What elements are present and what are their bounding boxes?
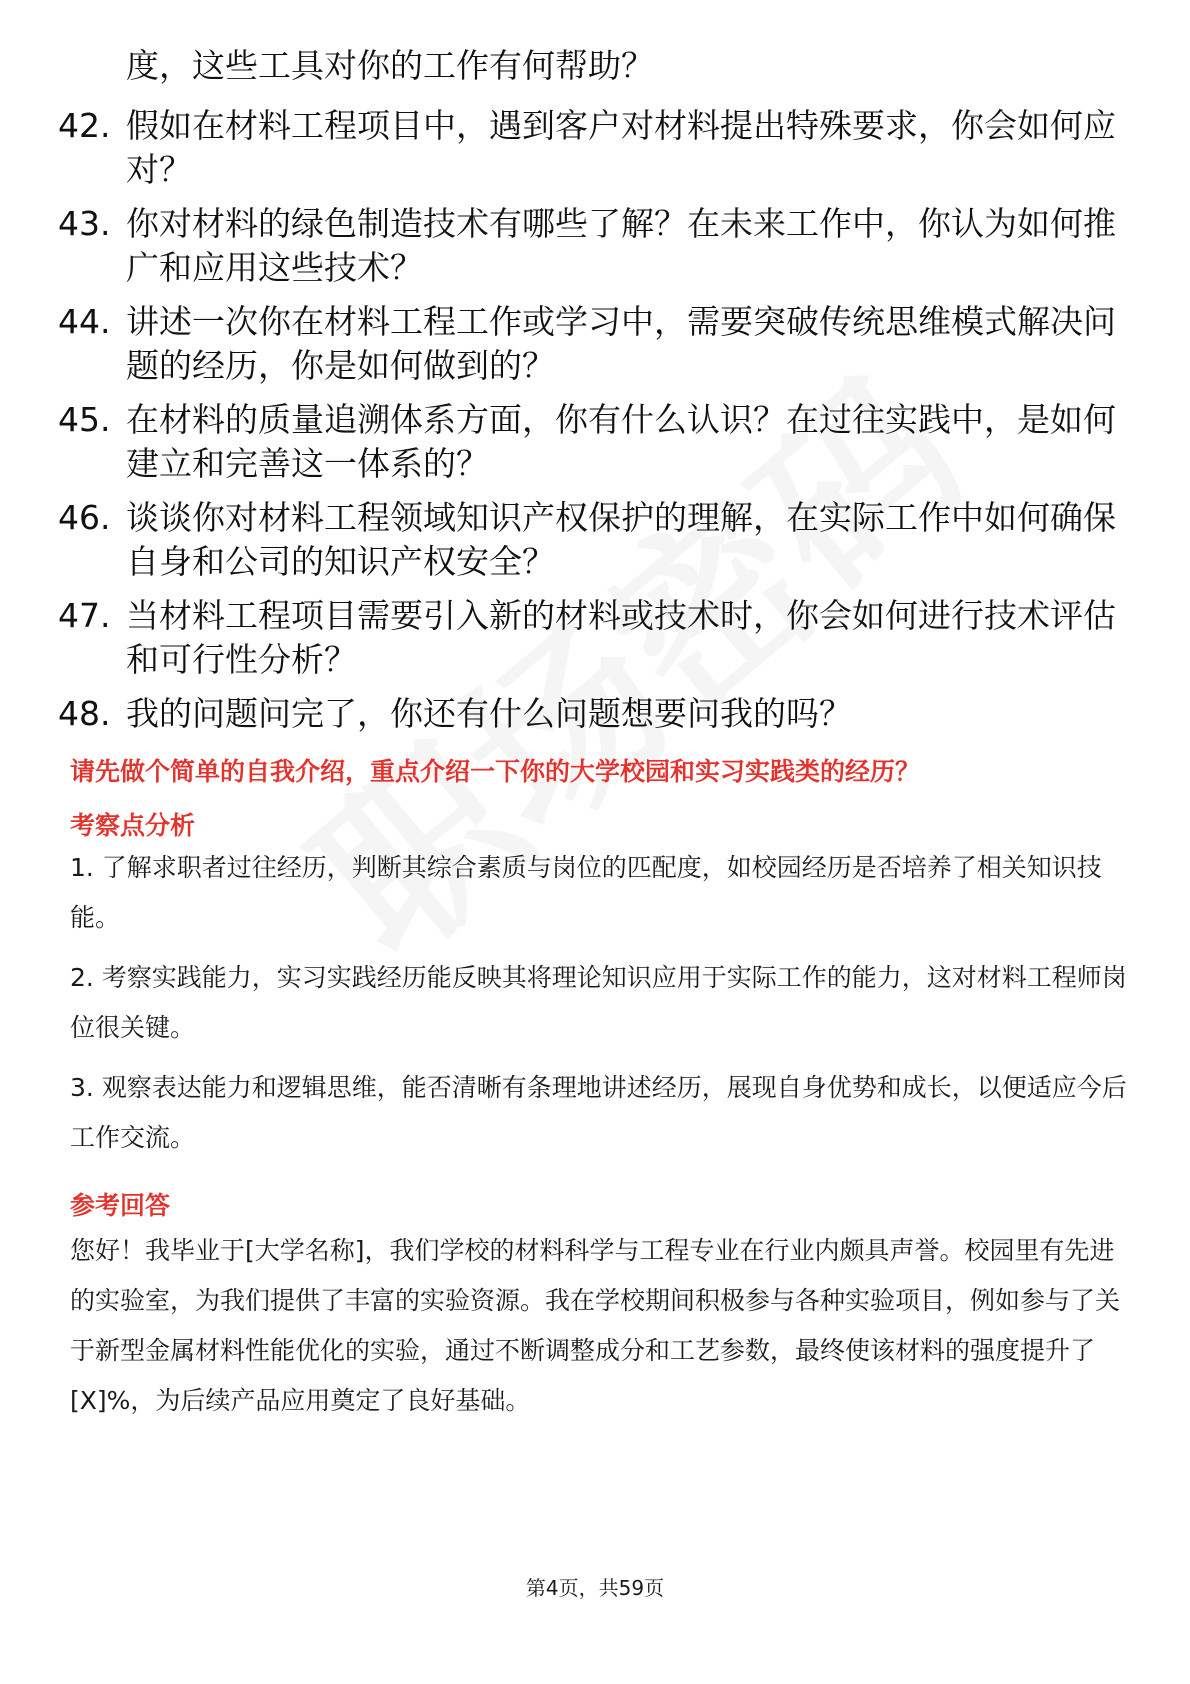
question-number: 44. — [58, 302, 111, 341]
question-item-46 — [58, 496, 1138, 584]
question-list — [58, 44, 1138, 96]
question-text: 度，这些工具对你的工作有何帮助？ — [126, 46, 654, 85]
question-text: 在材料的质量追溯体系方面，你有什么认识？在过往实践中，是如何建立和完善这一体系的？ — [126, 400, 1116, 483]
analysis-title: 考察点分析 — [70, 811, 196, 840]
answer-title: 参考回答 — [70, 1191, 171, 1220]
question-text: 当材料工程项目需要引入新的材料或技术时，你会如何进行技术评估和可行性分析？ — [126, 596, 1116, 679]
question-text: 我的问题问完了，你还有什么问题想要问我的吗？ — [126, 694, 852, 733]
question-item-45 — [58, 398, 1138, 486]
analysis-point-3: 3. 观察表达能力和逻辑思维，能否清晰有条理地讲述经历，展现自身优势和成长，以便适应今后工作交流。 — [70, 1073, 1127, 1152]
question-item-43 — [58, 202, 1138, 290]
page-number: 第4页，共59页 — [525, 1576, 665, 1600]
question-number: 42. — [58, 106, 111, 145]
question-number: 46. — [58, 498, 111, 537]
analysis-point-1: 1. 了解求职者过往经历，判断其综合素质与岗位的匹配度，如校园经历是否培养了相关知识技能。 — [70, 853, 1102, 932]
question-text: 讲述一次你在材料工程工作或学习中，需要突破传统思维模式解决问题的经历，你是如何做到的？ — [126, 302, 1116, 385]
question-text: 你对材料的绿色制造技术有哪些了解？在未来工作中，你认为如何推广和应用这些技术？ — [126, 204, 1116, 287]
question-number: 43. — [58, 204, 111, 243]
question-number: 45. — [58, 400, 111, 439]
question-item-44 — [58, 300, 1138, 388]
question-number: 47. — [58, 596, 111, 635]
highlight-question: 请先做个简单的自我介绍，重点介绍一下你的大学校园和实习实践类的经历？ — [70, 757, 921, 786]
question-item-48 — [58, 692, 1138, 736]
analysis-point-2: 2. 考察实践能力，实习实践经历能反映其将理论知识应用于实际工作的能力，这对材料工程师岗位很关键。 — [70, 963, 1127, 1042]
question-text: 谈谈你对材料工程领域知识产权保护的理解，在实际工作中如何确保自身和公司的知识产权安全？ — [126, 498, 1116, 581]
question-item-41-continued — [58, 44, 1138, 88]
question-list-main — [58, 104, 1138, 744]
question-item-47 — [58, 594, 1138, 682]
question-text: 假如在材料工程项目中，遇到客户对材料提出特殊要求，你会如何应对？ — [126, 106, 1116, 189]
answer-text: 您好！我毕业于[大学名称]，我们学校的材料科学与工程专业在行业内颇具声誉。校园里有先进的实验室，为我们提供了丰富的实验资源。我在学校期间积极参与各种实验项目，例如参与了关于新型金属材料性能优化的实验，通过不断调整成分和工艺参数，最终使该材料的强度提升了[X]%，为后续产品应用奠定了良好基础。 — [70, 1236, 1121, 1415]
question-number: 48. — [58, 694, 111, 733]
question-item-42 — [58, 104, 1138, 192]
